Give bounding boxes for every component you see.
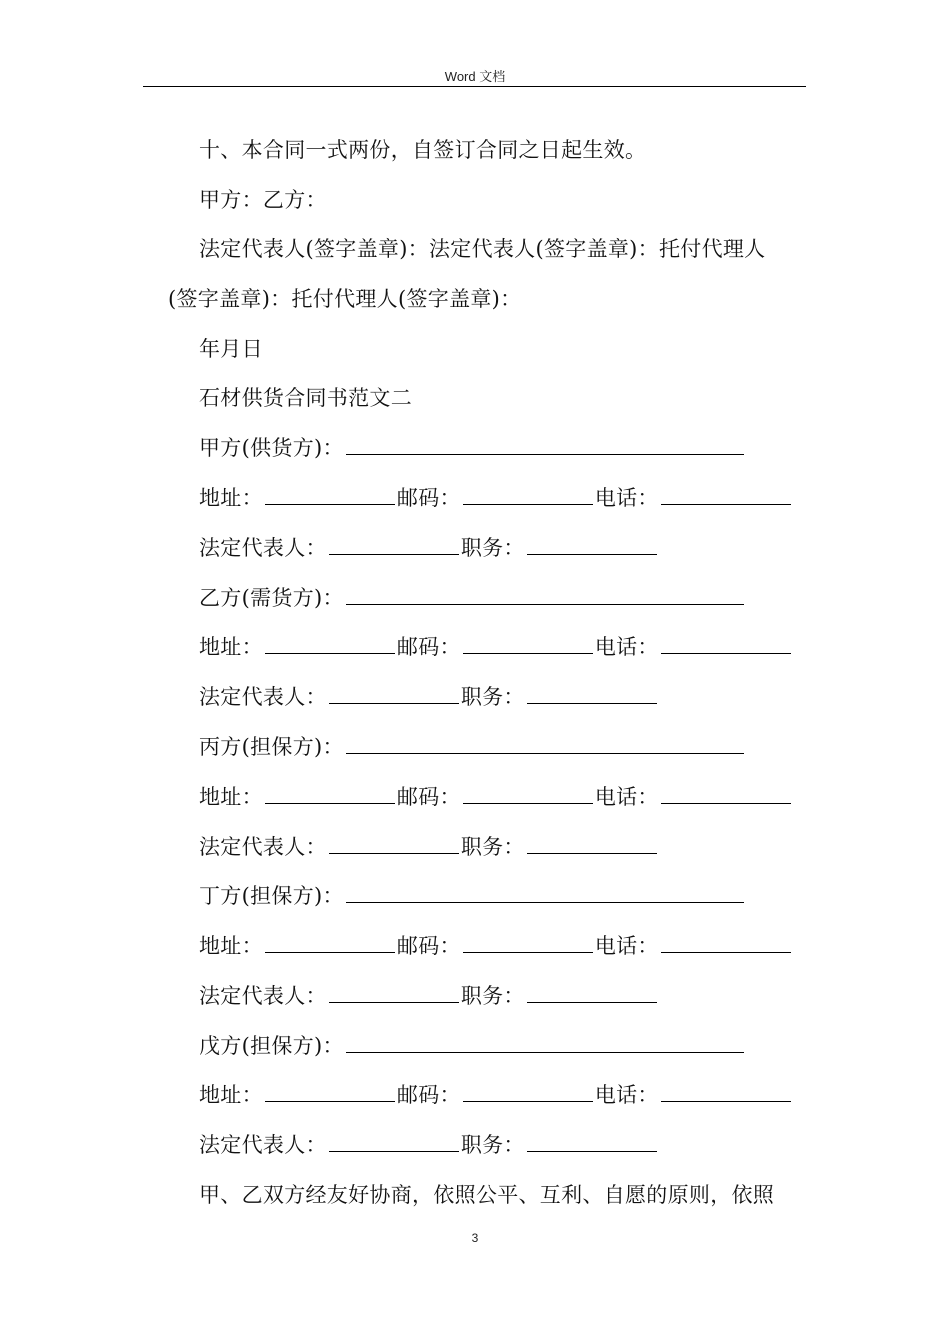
position-blank[interactable] bbox=[527, 534, 657, 555]
postcode-label: 邮码： bbox=[396, 785, 461, 809]
address-blank[interactable] bbox=[265, 932, 395, 953]
party-b-name-blank[interactable] bbox=[346, 584, 744, 605]
postcode-blank[interactable] bbox=[463, 932, 593, 953]
address-label: 地址： bbox=[199, 1083, 263, 1107]
phone-blank[interactable] bbox=[661, 633, 791, 654]
postcode-blank[interactable] bbox=[463, 484, 593, 505]
party-a-line bbox=[199, 433, 746, 463]
position-label: 职务： bbox=[460, 835, 525, 859]
party-d-contact-line bbox=[199, 931, 793, 961]
date-line: 年月日 bbox=[199, 337, 263, 361]
postcode-label: 邮码： bbox=[396, 635, 461, 659]
legal-rep-blank[interactable] bbox=[329, 683, 459, 704]
party-c-contact-line bbox=[199, 782, 793, 812]
party-d-name-blank[interactable] bbox=[346, 882, 744, 903]
legal-rep-blank[interactable] bbox=[329, 534, 459, 555]
postcode-blank[interactable] bbox=[463, 783, 593, 804]
position-label: 职务： bbox=[460, 685, 525, 709]
party-b-name: 乙方(需货方)： bbox=[199, 586, 344, 610]
party-d-line bbox=[199, 881, 746, 911]
representatives-line-2: (签字盖章)：托付代理人(签字盖章)： bbox=[168, 287, 522, 311]
postcode-label: 邮码： bbox=[396, 1083, 461, 1107]
address-label: 地址： bbox=[199, 635, 263, 659]
postcode-blank[interactable] bbox=[463, 633, 593, 654]
phone-label: 电话： bbox=[594, 635, 659, 659]
party-e-rep-line bbox=[199, 1130, 659, 1160]
address-label: 地址： bbox=[199, 934, 263, 958]
party-c-name: 丙方(担保方)： bbox=[199, 735, 344, 759]
position-blank[interactable] bbox=[527, 982, 657, 1003]
position-blank[interactable] bbox=[527, 833, 657, 854]
party-b-rep-line bbox=[199, 682, 659, 712]
party-b-line bbox=[199, 583, 746, 613]
party-a-name: 甲方(供货方)： bbox=[199, 436, 344, 460]
party-c-line bbox=[199, 732, 746, 762]
legal-rep-label: 法定代表人： bbox=[199, 685, 327, 709]
party-b-contact-line bbox=[199, 632, 793, 662]
closing-line: 甲、乙双方经友好协商，依照公平、互利、自愿的原则，依照 bbox=[199, 1183, 775, 1207]
party-a-rep-line bbox=[199, 533, 659, 563]
phone-blank[interactable] bbox=[661, 1081, 791, 1102]
header-divider bbox=[143, 86, 806, 87]
address-blank[interactable] bbox=[265, 484, 395, 505]
address-blank[interactable] bbox=[265, 633, 395, 654]
template-title: 石材供货合同书范文二 bbox=[199, 386, 412, 410]
party-e-contact-line bbox=[199, 1080, 793, 1110]
page-header-title: Word 文档 bbox=[444, 69, 506, 84]
address-blank[interactable] bbox=[265, 783, 395, 804]
party-c-rep-line bbox=[199, 832, 659, 862]
address-label: 地址： bbox=[199, 785, 263, 809]
representatives-line-1: 法定代表人(签字盖章)：法定代表人(签字盖章)：托付代理人 bbox=[199, 237, 766, 261]
address-blank[interactable] bbox=[265, 1081, 395, 1102]
phone-blank[interactable] bbox=[661, 783, 791, 804]
position-label: 职务： bbox=[460, 984, 525, 1008]
phone-label: 电话： bbox=[594, 785, 659, 809]
party-c-name-blank[interactable] bbox=[346, 733, 744, 754]
position-label: 职务： bbox=[460, 536, 525, 560]
legal-rep-label: 法定代表人： bbox=[199, 1133, 327, 1157]
party-e-name-blank[interactable] bbox=[346, 1032, 744, 1053]
phone-blank[interactable] bbox=[661, 484, 791, 505]
position-label: 职务： bbox=[460, 1133, 525, 1157]
address-label: 地址： bbox=[199, 486, 263, 510]
legal-rep-label: 法定代表人： bbox=[199, 984, 327, 1008]
phone-label: 电话： bbox=[594, 1083, 659, 1107]
party-d-rep-line bbox=[199, 981, 659, 1011]
legal-rep-blank[interactable] bbox=[329, 982, 459, 1003]
legal-rep-label: 法定代表人： bbox=[199, 536, 327, 560]
party-d-name: 丁方(担保方)： bbox=[199, 884, 344, 908]
page-number: 3 bbox=[471, 1231, 479, 1245]
party-a-contact-line bbox=[199, 483, 793, 513]
position-blank[interactable] bbox=[527, 683, 657, 704]
phone-blank[interactable] bbox=[661, 932, 791, 953]
legal-rep-blank[interactable] bbox=[329, 833, 459, 854]
party-a-name-blank[interactable] bbox=[346, 434, 744, 455]
party-e-name: 戊方(担保方)： bbox=[199, 1034, 344, 1058]
postcode-label: 邮码： bbox=[396, 486, 461, 510]
legal-rep-blank[interactable] bbox=[329, 1131, 459, 1152]
party-sign-line: 甲方：乙方： bbox=[199, 188, 327, 212]
postcode-blank[interactable] bbox=[463, 1081, 593, 1102]
legal-rep-label: 法定代表人： bbox=[199, 835, 327, 859]
position-blank[interactable] bbox=[527, 1131, 657, 1152]
phone-label: 电话： bbox=[594, 486, 659, 510]
clause-ten: 十、本合同一式两份，自签订合同之日起生效。 bbox=[199, 138, 647, 162]
postcode-label: 邮码： bbox=[396, 934, 461, 958]
phone-label: 电话： bbox=[594, 934, 659, 958]
party-e-line bbox=[199, 1031, 746, 1061]
